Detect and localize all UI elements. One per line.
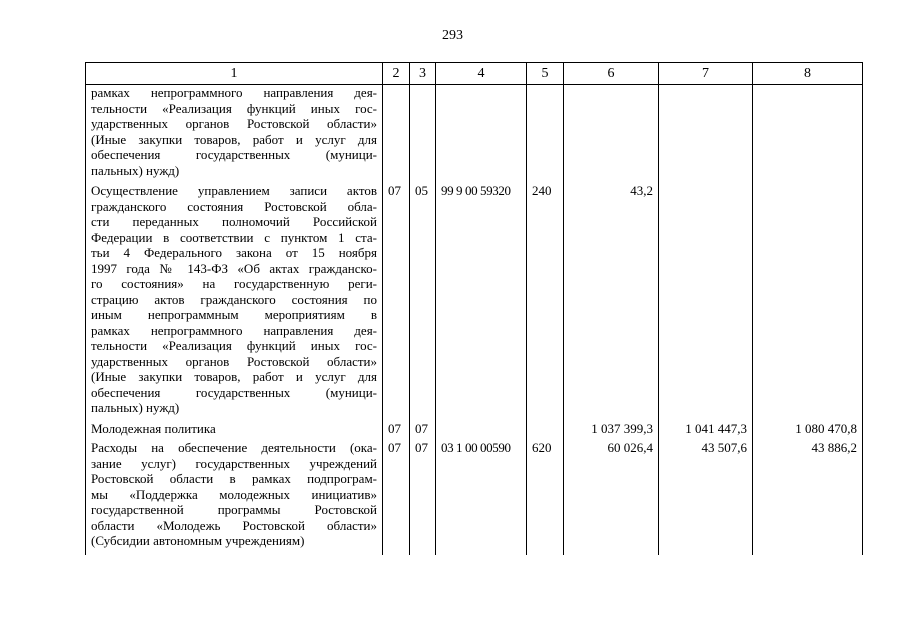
description-line: рамках непрограммного направления дея- — [91, 85, 377, 100]
description-line: (Иные закупки товаров, работ и услуг для — [91, 131, 377, 147]
table-row — [86, 440, 863, 555]
amount-col-6: 1 037 399,3 — [564, 419, 659, 440]
section-code: 07 — [383, 440, 410, 555]
amount-col-8: 1 080 470,8 — [753, 419, 863, 440]
description-line: мы «Поддержка молодежных инициатив» — [91, 486, 377, 502]
section-code: 07 — [383, 180, 410, 419]
description-line: го состояния» на государственную реги- — [91, 276, 377, 291]
description-line: обеспечения государственных (муници- — [91, 147, 377, 162]
description-line: Расходы на обеспечение деятельности (ока- — [91, 440, 377, 455]
amount-col-7: 1 041 447,3 — [659, 419, 753, 440]
target-article-code: 03 1 00 00590 — [436, 440, 527, 555]
amount-col-6: 60 026,4 — [564, 440, 659, 555]
description-line: (Иные закупки товаров, работ и услуг для — [91, 369, 377, 384]
expense-type-code — [527, 419, 564, 440]
description-line: сти переданных полномочий Российской — [91, 214, 377, 229]
table-row — [86, 180, 863, 419]
expense-type-code: 620 — [527, 440, 564, 555]
description-line: рамках непрограммного направления дея- — [91, 322, 377, 338]
row-description — [86, 440, 383, 555]
description-line: зание услуг) государственных учреждений — [91, 455, 377, 471]
description-line: Осуществление управлением записи актов — [91, 183, 377, 198]
amount-col-7 — [659, 85, 753, 181]
amount-col-8: 43 886,2 — [753, 440, 863, 555]
budget-table — [85, 62, 863, 555]
table-row — [86, 419, 863, 440]
amount-col-6 — [564, 85, 659, 181]
description-line: Федерации в соответствии с пунктом 1 ста- — [91, 229, 377, 245]
description-line: 1997 года № 143-ФЗ «Об актах гражданско- — [91, 260, 377, 276]
amount-col-8 — [753, 180, 863, 419]
amount-col-7 — [659, 180, 753, 419]
description-line: ударственных органов Ростовской области» — [91, 116, 377, 131]
header-col-4: 4 — [436, 63, 527, 85]
description-line: гражданского состояния Ростовской обла- — [91, 198, 377, 214]
amount-col-8 — [753, 85, 863, 181]
expense-type-code — [527, 85, 564, 181]
header-col-5: 5 — [527, 63, 564, 85]
row-description — [86, 419, 383, 440]
row-description — [86, 85, 383, 181]
table-row — [86, 85, 863, 181]
header-col-3: 3 — [410, 63, 436, 85]
description-line: ударственных органов Ростовской области» — [91, 353, 377, 369]
section-code — [383, 85, 410, 181]
description-line: иным непрограммным мероприятиям в — [91, 307, 377, 322]
description-line: тьи 4 Федерального закона от 15 ноября — [91, 245, 377, 260]
expense-type-code: 240 — [527, 180, 564, 419]
description-line: пальных) нужд) — [91, 400, 180, 415]
amount-col-7: 43 507,6 — [659, 440, 753, 555]
target-article-code — [436, 419, 527, 440]
amount-col-6: 43,2 — [564, 180, 659, 419]
description-line: тельности «Реализация функций иных гос- — [91, 100, 377, 116]
target-article-code — [436, 85, 527, 181]
header-row — [86, 63, 863, 85]
row-description — [86, 180, 383, 419]
page-number: 293 — [442, 28, 463, 43]
header-col-7: 7 — [659, 63, 753, 85]
subsection-code: 07 — [410, 419, 436, 440]
header-col-6: 6 — [564, 63, 659, 85]
header-col-1: 1 — [86, 63, 383, 85]
subsection-code — [410, 85, 436, 181]
description-line: Ростовской области в рамках подпрограм- — [91, 471, 377, 486]
subsection-code: 05 — [410, 180, 436, 419]
description-line: Молодежная политика — [91, 421, 216, 436]
description-line: обеспечения государственных (муници- — [91, 384, 377, 400]
description-line: тельности «Реализация функций иных гос- — [91, 338, 377, 353]
section-code: 07 — [383, 419, 410, 440]
description-line: области «Молодежь Ростовской области» — [91, 517, 377, 533]
header-col-8: 8 — [753, 63, 863, 85]
description-line: пальных) нужд) — [91, 162, 180, 178]
header-col-2: 2 — [383, 63, 410, 85]
target-article-code: 99 9 00 59320 — [436, 180, 527, 419]
description-line: (Субсидии автономным учреждениям) — [91, 533, 305, 548]
description-line: государственной программы Ростовской — [91, 502, 377, 517]
subsection-code: 07 — [410, 440, 436, 555]
description-line: страцию актов гражданского состояния по — [91, 291, 377, 307]
